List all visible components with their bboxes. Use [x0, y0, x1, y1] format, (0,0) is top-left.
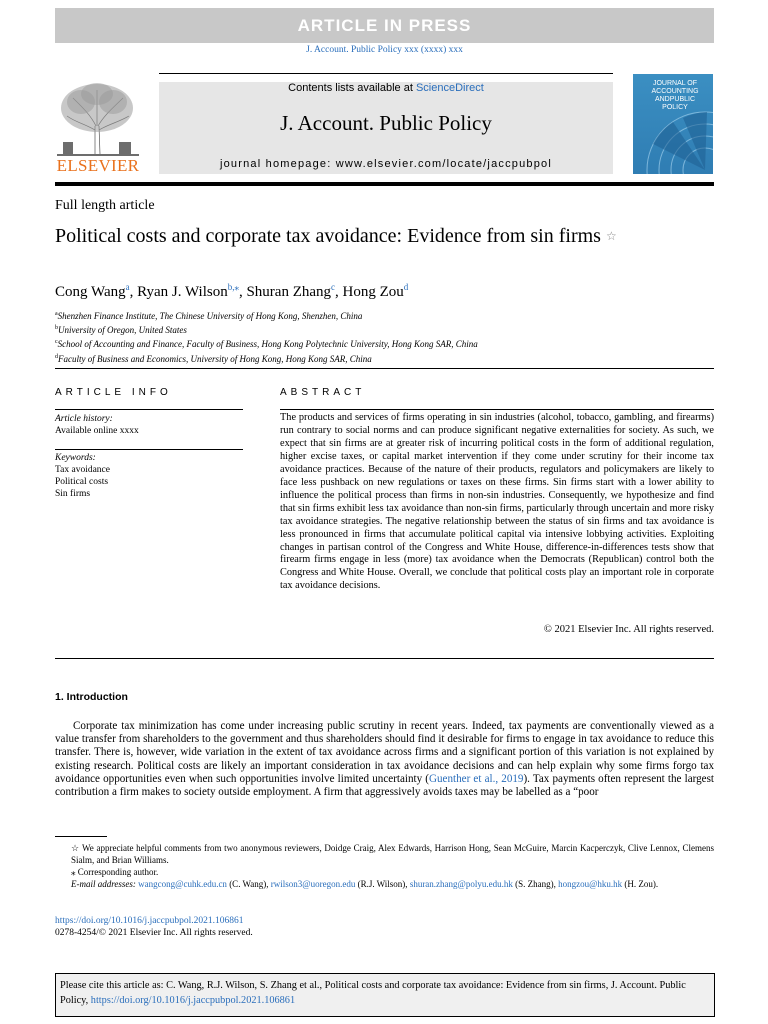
affiliation: [55, 322, 478, 336]
author-sep: ,: [335, 284, 343, 300]
email-label: E-mail addresses:: [71, 879, 136, 889]
intro-text: ). Tax payments often represent the largest contribution a firm makes to society outside employment. A firm that aggressively avoids taxes may be labelled as a “poor: [55, 772, 714, 799]
author-name: Ryan J. Wilson: [137, 284, 228, 300]
footnote-mark: ☆: [71, 843, 80, 853]
affiliation-text: Shenzhen Finance Institute, The Chinese University of Hong Kong, Shenzhen, China: [57, 311, 363, 321]
footnote-text: We appreciate helpful comments from two anonymous reviewers, Doidge Craig, Alex Edwards, Harrison Hong, Sean McGuire, Marcin Kacperczyk, Clive Lennox, Clemens Sialm, and Brian Williams.: [71, 843, 714, 865]
affiliation-mark: a: [55, 311, 58, 317]
cover-title-line: ACCOUNTING: [651, 88, 699, 95]
author-list: [55, 282, 408, 301]
article-in-press-banner: ARTICLE IN PRESS: [55, 8, 714, 43]
article-info-label: ARTICLE INFO: [55, 387, 172, 398]
cover-title: [643, 80, 707, 112]
journal-homepage[interactable]: journal homepage: www.elsevier.com/locate/jaccpubpol: [219, 158, 553, 170]
citation-link[interactable]: Guenther et al., 2019: [429, 772, 524, 785]
cover-title-line: POLICY: [662, 104, 688, 111]
doi-link[interactable]: https://doi.org/10.1016/j.jaccpubpol.2021.106861: [55, 916, 244, 926]
keywords-block: [55, 452, 110, 500]
citation-doi-link[interactable]: https://doi.org/10.1016/j.jaccpubpol.2021.106861: [90, 995, 296, 1006]
email-link[interactable]: wangcong@cuhk.edu.cn: [138, 879, 227, 889]
keywords-label: Keywords:: [55, 453, 96, 463]
affiliation: [55, 351, 478, 365]
author-sep: ,: [238, 284, 247, 300]
footnotes: [55, 842, 714, 890]
email-owner: (S. Zhang),: [512, 879, 559, 889]
footnote-corresponding: [55, 866, 714, 878]
info-rule: [55, 449, 243, 450]
footnote-mark: ⁎: [71, 867, 76, 877]
history-value: Available online xxxx: [55, 426, 139, 436]
affiliation-mark: d: [55, 353, 58, 360]
contents-prefix: Contents lists available at: [288, 82, 416, 94]
contents-line: [159, 82, 613, 94]
email-owner: (R.J. Wilson),: [355, 879, 410, 889]
article-title-text: Political costs and corporate tax avoidance: Evidence from sin firms: [55, 225, 601, 247]
abstract-rule: [280, 409, 714, 410]
email-owner: (H. Zou).: [622, 879, 659, 889]
title-footnote-mark[interactable]: ☆: [605, 229, 617, 243]
issn-line: 0278-4254/© 2021 Elsevier Inc. All rights reserved.: [55, 928, 253, 938]
author-name: Shuran Zhang: [246, 284, 332, 300]
sciencedirect-link[interactable]: ScienceDirect: [415, 82, 484, 94]
affiliation-mark: c: [55, 339, 58, 346]
journal-reference: J. Account. Public Policy xxx (xxxx) xxx: [306, 45, 463, 55]
abstract-label: ABSTRACT: [280, 387, 366, 398]
section-heading: 1. Introduction: [55, 691, 128, 703]
affiliation: [55, 308, 478, 322]
doi-block: [55, 915, 253, 939]
footnote-rule: [55, 836, 107, 837]
affiliation-mark: b: [55, 325, 58, 332]
section-rule: [55, 658, 714, 659]
cover-title-line: ANDPUBLIC: [654, 96, 696, 103]
affiliation-text: School of Accounting and Finance, Faculty of Business, Hong Kong Polytechnic University, Hong Kong SAR, China: [57, 339, 478, 350]
history-label: Article history:: [55, 414, 113, 424]
keyword: Sin firms: [55, 489, 91, 499]
author-affil-mark[interactable]: a: [125, 282, 130, 292]
email-link[interactable]: hongzou@hku.hk: [558, 879, 623, 889]
footnote-emails: [55, 878, 714, 890]
footnote-star: [55, 842, 714, 866]
author-name: Hong Zou: [342, 284, 404, 300]
author-sep: ,: [129, 284, 138, 300]
affiliation-text: University of Oregon, United States: [58, 325, 187, 336]
author-affil-mark[interactable]: b,⁎: [227, 282, 239, 292]
author-affil-mark[interactable]: c: [331, 282, 336, 292]
author-name: Cong Wang: [55, 284, 126, 300]
keyword: Tax avoidance: [55, 465, 110, 475]
cover-title-line: JOURNAL OF: [652, 80, 698, 87]
email-link[interactable]: shuran.zhang@polyu.edu.hk: [409, 879, 513, 889]
keyword: Political costs: [55, 477, 109, 487]
email-link[interactable]: rwilson3@uoregon.edu: [270, 879, 356, 889]
intro-paragraph: [55, 720, 714, 799]
header-rule: [159, 73, 613, 74]
author-affil-mark[interactable]: d: [403, 282, 409, 292]
abstract-copyright: © 2021 Elsevier Inc. All rights reserved.: [543, 624, 714, 635]
intro-text: Corporate tax minimization has come under increasing public scrutiny in recent years. Indeed, tax payments are conventionally viewed as a value transfer from shareholders to the government and thus shareholders should find it desirable for firms to engage in tax avoidance to reduce this transfer. There is, however, wide variation in the extent of tax avoidance across firms and a significant portion of this variation is not explained by existing research. Political costs are likely an important consideration in tax avoidance decisions and can help explain why some firms forgo tax avoidance opportunities even when such opportunities involve limited uncertainty (: [55, 720, 714, 785]
article-type: Full length article: [55, 198, 155, 213]
abstract-text: The products and services of firms operating in sin industries (alcohol, tobacco, gambling, and firearms) run contrary to social norms and can produce significant negative externalities for society. As such, we expect that sin firms are at greater risk of incurring political costs in the form of additional regulation, higher excise taxes, or capital market intervention if they come under scrutiny for their income tax avoidance practices. Because of the nature of their products, regulators and policymakers are likely to face less pushback on new regulations or taxes on these firms. Sin firms start with a lower ability to influence the political process than firms in non-sin industries. Consequently, we hypothesize and find that sin firms exhibit less tax avoidance than non-sin firms, particularly through uncertain and more risky tax avoidance strategies. The negative relationship between the status of sin firms and tax avoidance is less pronounced in firms that accumulate political capital via intensive lobbying activities. Exploiting changes in partisan control of the Congress and White House, difference-in-differences tests show that firearm firms engage in less (more) tax avoidance when the Democrats (Republican) control both the Congress and White House. Overall, we conclude that political costs play an important role in corporate tax avoidance decisions.: [280, 412, 714, 592]
header-thick-rule: [55, 182, 714, 186]
section-rule: [55, 368, 714, 369]
affiliation: [55, 336, 478, 350]
article-history: [55, 413, 139, 437]
citation-box: [55, 973, 715, 1017]
affiliation-text: Faculty of Business and Economics, University of Hong Kong, Hong Kong SAR, China: [58, 353, 372, 364]
publisher-wordmark: ELSEVIER: [56, 156, 140, 175]
citation-text: Please cite this article as: C. Wang, R.J. Wilson, S. Zhang et al., Political costs and corporate tax avoidance: Evidence from sin firms, J. Account. Public Policy,: [60, 980, 686, 1006]
affiliations: [55, 308, 478, 365]
article-title: [55, 224, 675, 248]
journal-cover: [633, 74, 713, 174]
journal-name: J. Account. Public Policy: [280, 111, 492, 135]
footnote-text: Corresponding author.: [77, 867, 159, 877]
email-owner: (C. Wang),: [226, 879, 271, 889]
info-rule: [55, 409, 243, 410]
